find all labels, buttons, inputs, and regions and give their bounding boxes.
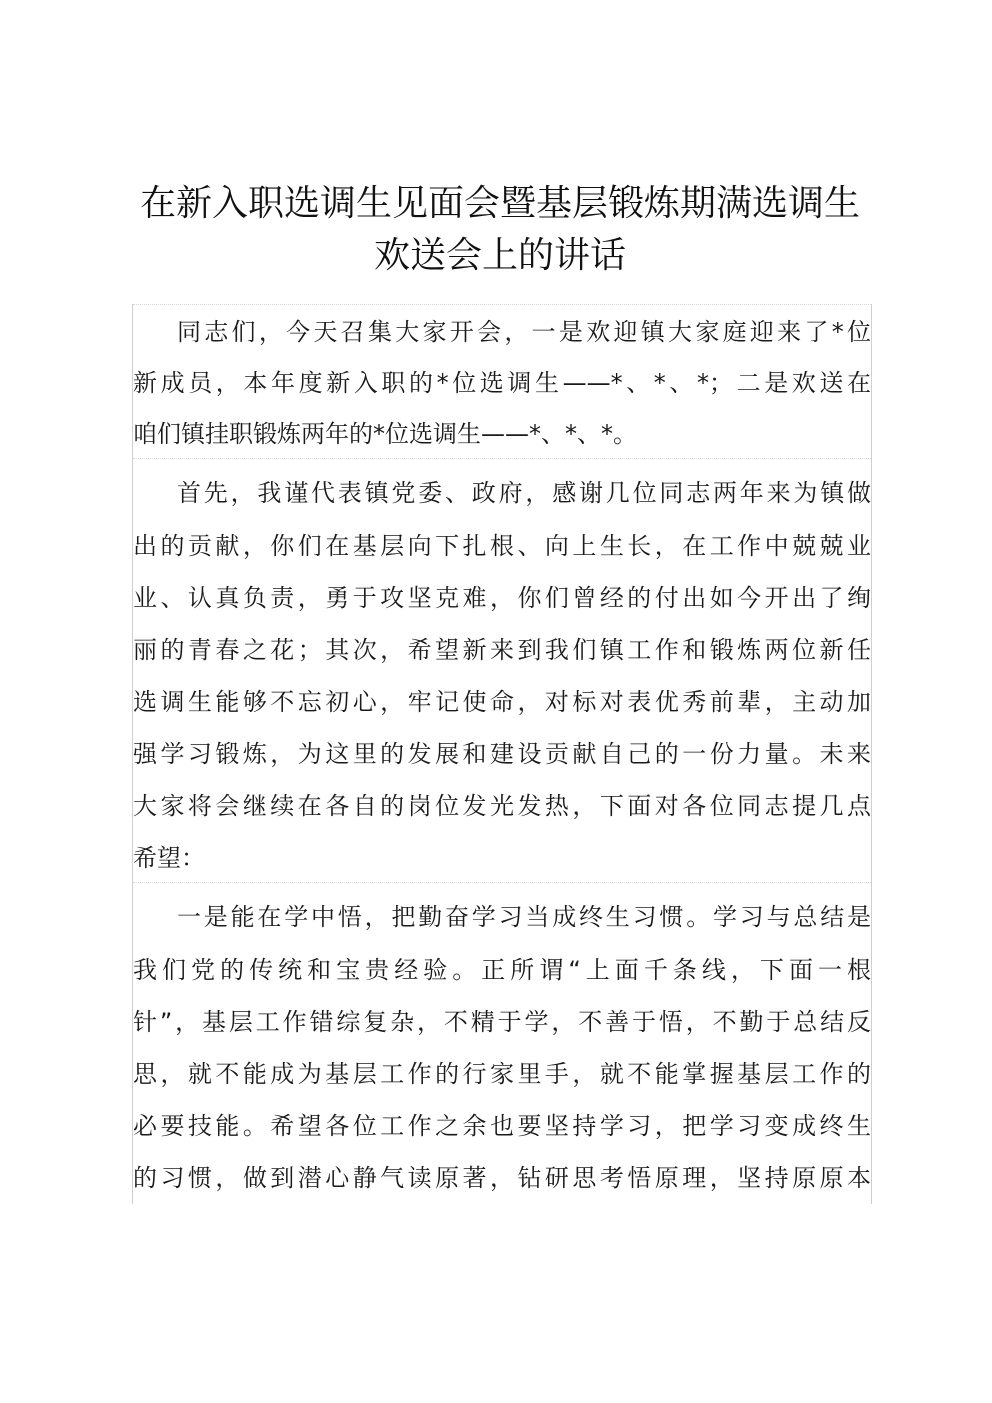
paragraph-line: 丽的青春之花；其次，希望新来到我们镇工作和锻炼两位新任 [133,636,871,664]
paragraph-line: 业、认真负责，勇于攻坚克难，你们曾经的付出如今开出了绚 [133,584,871,612]
title-line-2: 欢送会上的讲话 [373,235,626,276]
paragraph-line: 大家将会继续在各自的岗位发光发热，下面对各位同志提几点 [133,792,871,820]
title-line-1: 在新入职选调生见面会暨基层锻炼期满选调生 [139,183,860,224]
paragraph-line: 选调生能够不忘初心，牢记使命，对标对表优秀前辈，主动加 [133,688,871,716]
paragraph-line: 咱们镇挂职锻炼两年的*位选调生——*、*、*。 [133,420,637,448]
paragraph-line: 的习惯，做到潜心静气读原著，钻研思考悟原理，坚持原原本 [133,1164,871,1192]
paragraph-line: 首先，我谨代表镇党委、政府，感谢几位同志两年来为镇做 [177,479,871,507]
paragraph-line: 强学习锻炼，为这里的发展和建设贡献自己的一份力量。未来 [133,740,871,768]
document-title [120,178,880,282]
paragraph-line: 新成员，本年度新入职的*位选调生——*、*、*；二是欢送在 [133,369,871,397]
paragraph-line: 我们党的传统和宝贵经验。正所谓“上面千条线，下面一根 [133,956,871,984]
body-text-frame [132,304,872,1204]
paragraph-line: 针”，基层工作错综复杂，不精于学，不善于悟，不勤于总结反 [133,1008,871,1036]
paragraph-line: 同志们，今天召集大家开会，一是欢迎镇大家庭迎来了*位 [177,318,871,346]
paragraph-line: 思，就不能成为基层工作的行家里手，就不能掌握基层工作的 [133,1060,871,1088]
paragraph-2 [133,458,871,883]
paragraph-1 [133,304,871,455]
paragraph-3 [133,882,871,1205]
paragraph-line: 必要技能。希望各位工作之余也要坚持学习，把学习变成终生 [133,1112,871,1140]
paragraph-line: 希望： [133,844,205,872]
paragraph-line: 一是能在学中悟，把勤奋学习当成终生习惯。学习与总结是 [177,903,871,931]
paragraph-line: 出的贡献，你们在基层向下扎根、向上生长，在工作中兢兢业 [133,532,871,560]
